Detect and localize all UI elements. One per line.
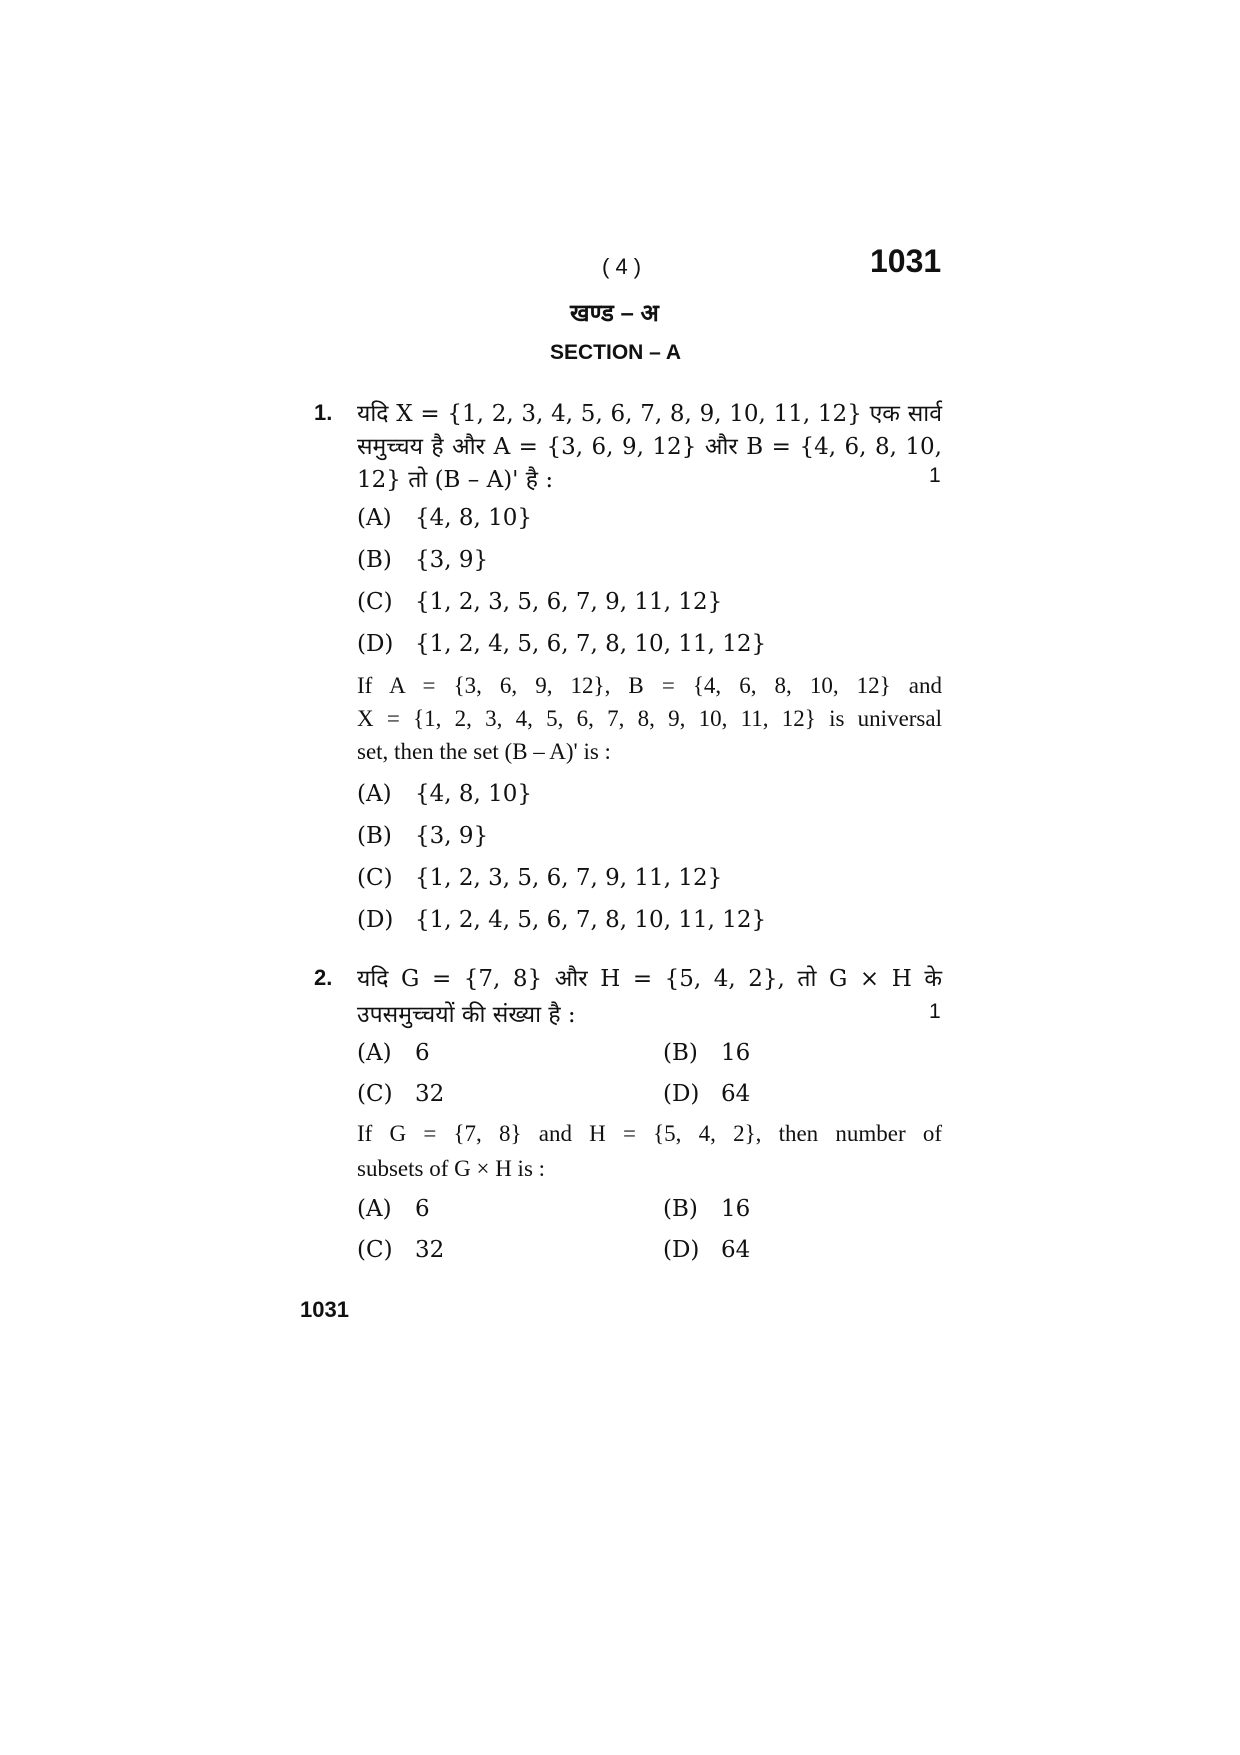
option-label: (C) <box>357 1081 393 1107</box>
q2-english-line: If G = {7, 8} and H = {5, 4, 2}, then number of <box>357 1121 942 1146</box>
option <box>357 547 488 573</box>
question-number: 1. <box>314 400 333 425</box>
option-text: {4, 8, 10} <box>415 505 533 531</box>
q1-english-line: set, then the set (B – A)' is : <box>357 739 611 764</box>
option-label: (D) <box>357 631 394 657</box>
option-text: 64 <box>721 1081 751 1107</box>
option <box>663 1237 750 1263</box>
q2-hindi-line: उपसमुच्चयों की संख्या है : <box>357 1002 576 1028</box>
option-label: (B) <box>663 1196 698 1222</box>
option <box>357 1237 444 1263</box>
option <box>663 1081 750 1107</box>
option-label: (C) <box>357 1237 393 1263</box>
q1-hindi-line: 12} तो (B – A)' है : <box>357 467 554 493</box>
section-title-hindi: खण्ड – अ <box>570 300 659 327</box>
option-label: (A) <box>357 781 392 807</box>
option-text: 32 <box>415 1237 445 1263</box>
q1-hindi-line: यदि X = {1, 2, 3, 4, 5, 6, 7, 8, 9, 10, 11, 12} एक सार्व <box>357 401 942 427</box>
paper-code-top: 1031 <box>870 243 942 279</box>
option-label: (B) <box>663 1040 698 1066</box>
option-label: (A) <box>357 505 392 531</box>
option-label: (C) <box>357 589 393 615</box>
option-text: {1, 2, 3, 5, 6, 7, 9, 11, 12} <box>415 865 723 891</box>
option <box>357 589 722 615</box>
option-label: (B) <box>357 547 392 573</box>
q2-hindi-line: यदि G = {7, 8} और H = {5, 4, 2}, तो G × H के <box>357 966 942 992</box>
option-text: 32 <box>415 1081 445 1107</box>
option-text: 6 <box>415 1196 430 1222</box>
q1-hindi-line: समुच्चय है और A = {3, 6, 9, 12} और B = {4, 6, 8, 10, <box>357 434 942 460</box>
option-label: (D) <box>663 1237 700 1263</box>
question-number: 2. <box>314 965 333 990</box>
q2-english-line: subsets of G × H is : <box>357 1156 546 1181</box>
option <box>357 823 488 849</box>
paper-code-bottom: 1031 <box>300 1297 349 1322</box>
option <box>663 1040 750 1066</box>
option <box>357 505 532 531</box>
option-text: 64 <box>721 1237 751 1263</box>
option-text: 16 <box>721 1040 751 1066</box>
option-text: {1, 2, 4, 5, 6, 7, 8, 10, 11, 12} <box>415 907 767 933</box>
option <box>357 1081 444 1107</box>
option-label: (B) <box>357 823 392 849</box>
option-text: {1, 2, 4, 5, 6, 7, 8, 10, 11, 12} <box>415 631 767 657</box>
option-text: {4, 8, 10} <box>415 781 533 807</box>
option-label: (A) <box>357 1040 392 1066</box>
option-text: {3, 9} <box>415 547 489 573</box>
option-text: {3, 9} <box>415 823 489 849</box>
marks: 1 <box>929 1000 941 1023</box>
option-text: 16 <box>721 1196 751 1222</box>
option-label: (D) <box>357 907 394 933</box>
section-title-english: SECTION – A <box>550 341 682 364</box>
option <box>357 781 532 807</box>
option <box>357 865 722 891</box>
page-number: ( 4 ) <box>602 254 642 279</box>
q1-english-line: If A = {3, 6, 9, 12}, B = {4, 6, 8, 10, 12} and <box>357 673 942 698</box>
option <box>357 1196 430 1222</box>
option <box>357 631 766 657</box>
q1-english-line: X = {1, 2, 3, 4, 5, 6, 7, 8, 9, 10, 11, 12} is universal <box>357 706 942 731</box>
marks: 1 <box>929 464 941 487</box>
option <box>357 907 766 933</box>
option-label: (A) <box>357 1196 392 1222</box>
option <box>663 1196 750 1222</box>
option-label: (C) <box>357 865 393 891</box>
option-text: {1, 2, 3, 5, 6, 7, 9, 11, 12} <box>415 589 723 615</box>
option <box>357 1040 430 1066</box>
option-text: 6 <box>415 1040 430 1066</box>
option-label: (D) <box>663 1081 700 1107</box>
